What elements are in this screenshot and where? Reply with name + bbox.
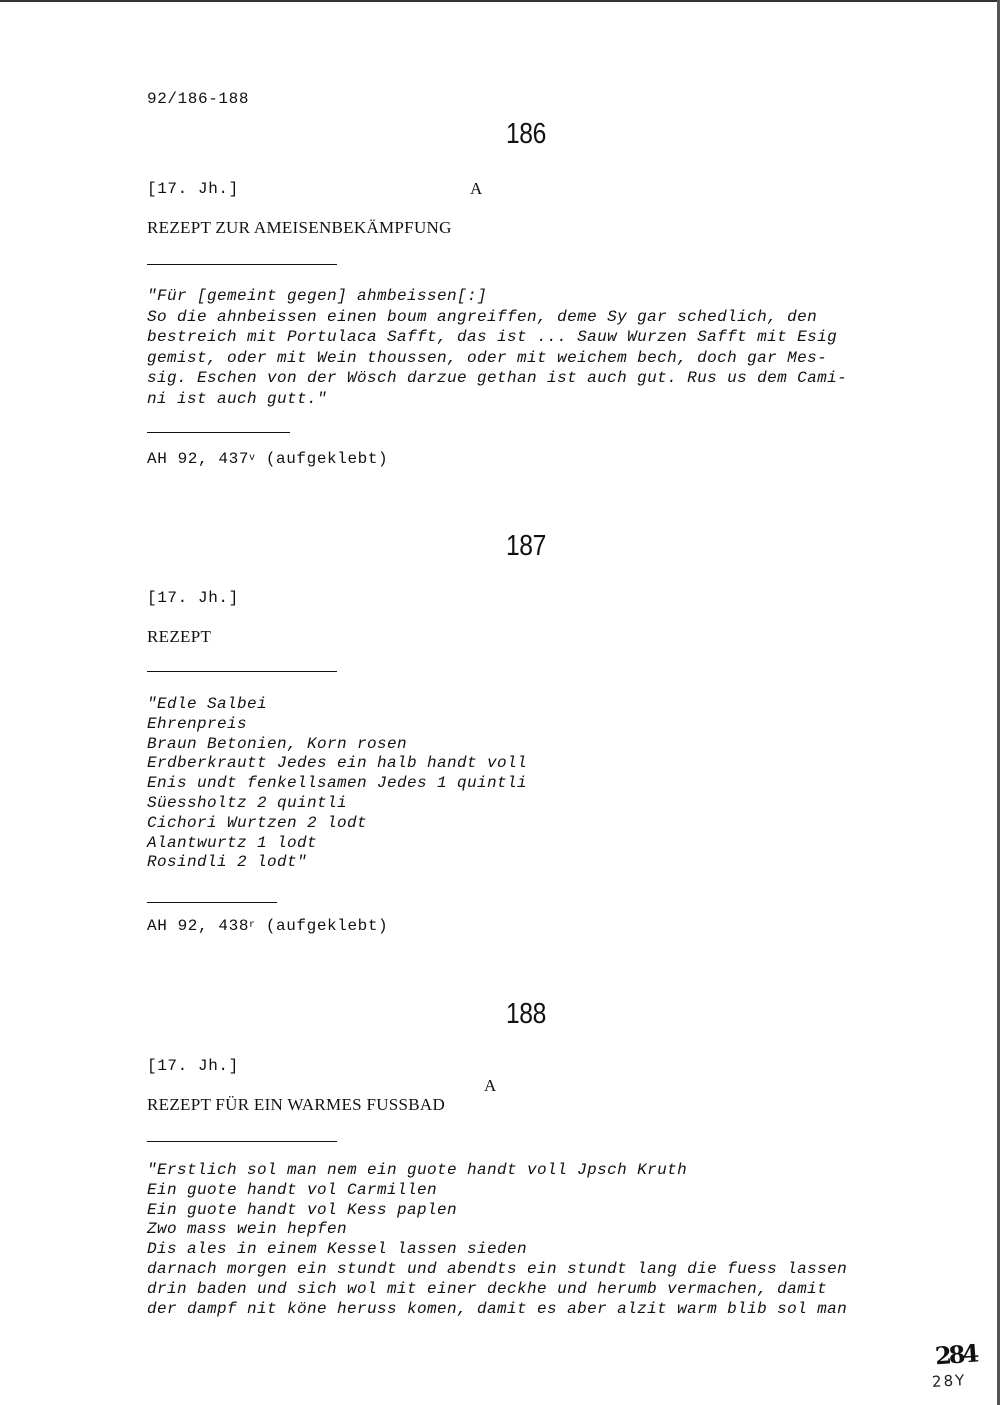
separator-rule [147,1141,337,1142]
entry-date-187: [17. Jh.] [147,589,239,607]
quote-line: "Für [gemeint gegen] ahmbeissen[:] [147,287,488,305]
entry-marker-188: A [484,1076,497,1095]
quote-line: sig. Eschen von der Wösch darzue gethan ist auch gut. Rus us dem Cami- [147,369,848,388]
entry-number-188: 188 [506,998,546,1030]
quote-line: "Erstlich sol man nem ein guote handt voll Jpsch Kruth [147,1161,688,1179]
scan-edge-top [0,0,1000,2]
quote-line: der dampf nit köne heruss komen, damit es aber alzit warm blib sol man [147,1299,848,1318]
quote-line: Cichori Wurtzen 2 lodt [147,813,368,832]
source-citation-187: AH 92, 438$^r$ (aufgeklebt) [147,917,389,935]
quote-line: darnach morgen ein stundt und abendts ein stundt lang die fuess lassen [147,1259,848,1278]
quote-line: bestreich mit Portulaca Safft, das ist ... Sauw Wurzen Safft mit Esig [147,328,838,347]
handwritten-page-number: 28Y [931,1371,967,1391]
quote-line: Alantwurtz 1 lodt [147,833,318,852]
quote-line: Süessholtz 2 quintli [147,793,348,812]
entry-number-186: 186 [506,118,546,150]
page-stamp-number: 284 [934,1338,978,1371]
quote-line: Zwo mass wein hepfen [147,1220,348,1239]
entry-marker-186: A [470,179,483,198]
separator-rule [147,432,290,433]
entry-date-188: [17. Jh.] [147,1057,239,1075]
quote-line: Erdberkrautt Jedes ein halb handt voll [147,754,528,773]
entry-date-186: [17. Jh.] [147,180,239,198]
quote-line: Braun Betonien, Korn rosen [147,734,408,753]
recipe-quote-188 [147,1161,847,1319]
recipe-quote-186 [147,286,847,410]
separator-rule [147,671,337,672]
quote-line: Dis ales in einem Kessel lassen sieden [147,1240,528,1259]
entry-title-187: REZEPT [147,627,212,646]
quote-line: Ein guote handt vol Carmillen [147,1180,438,1199]
separator-rule [147,264,337,265]
quote-line: drin baden und sich wol mit einer deckhe und herumb vermachen, damit [147,1279,828,1298]
document-reference: 92/186-188 [147,90,250,108]
quote-line: Ehrenpreis [147,714,248,733]
recipe-quote-187 [147,695,527,873]
quote-line: gemist, oder mit Wein thoussen, oder mit weichem bech, doch gar Mes- [147,348,828,367]
entry-number-187: 187 [506,530,546,562]
quote-line: So die ahnbeissen einen boum angreiffen, deme Sy gar schedlich, den [147,307,818,326]
separator-rule [147,902,277,903]
quote-line: Enis undt fenkellsamen Jedes 1 quintli [147,774,528,793]
quote-line: ni ist auch gutt." [147,389,328,408]
entry-title-188: REZEPT FÜR EIN WARMES FUSSBAD [147,1095,446,1114]
quote-line: "Edle Salbei [147,695,268,713]
source-citation-186: AH 92, 437$^v$ (aufgeklebt) [147,450,389,468]
entry-title-186: REZEPT ZUR AMEISENBEKÄMPFUNG [147,218,452,237]
quote-line: Ein guote handt vol Kess paplen [147,1200,458,1219]
quote-line: Rosindli 2 lodt" [147,853,308,872]
